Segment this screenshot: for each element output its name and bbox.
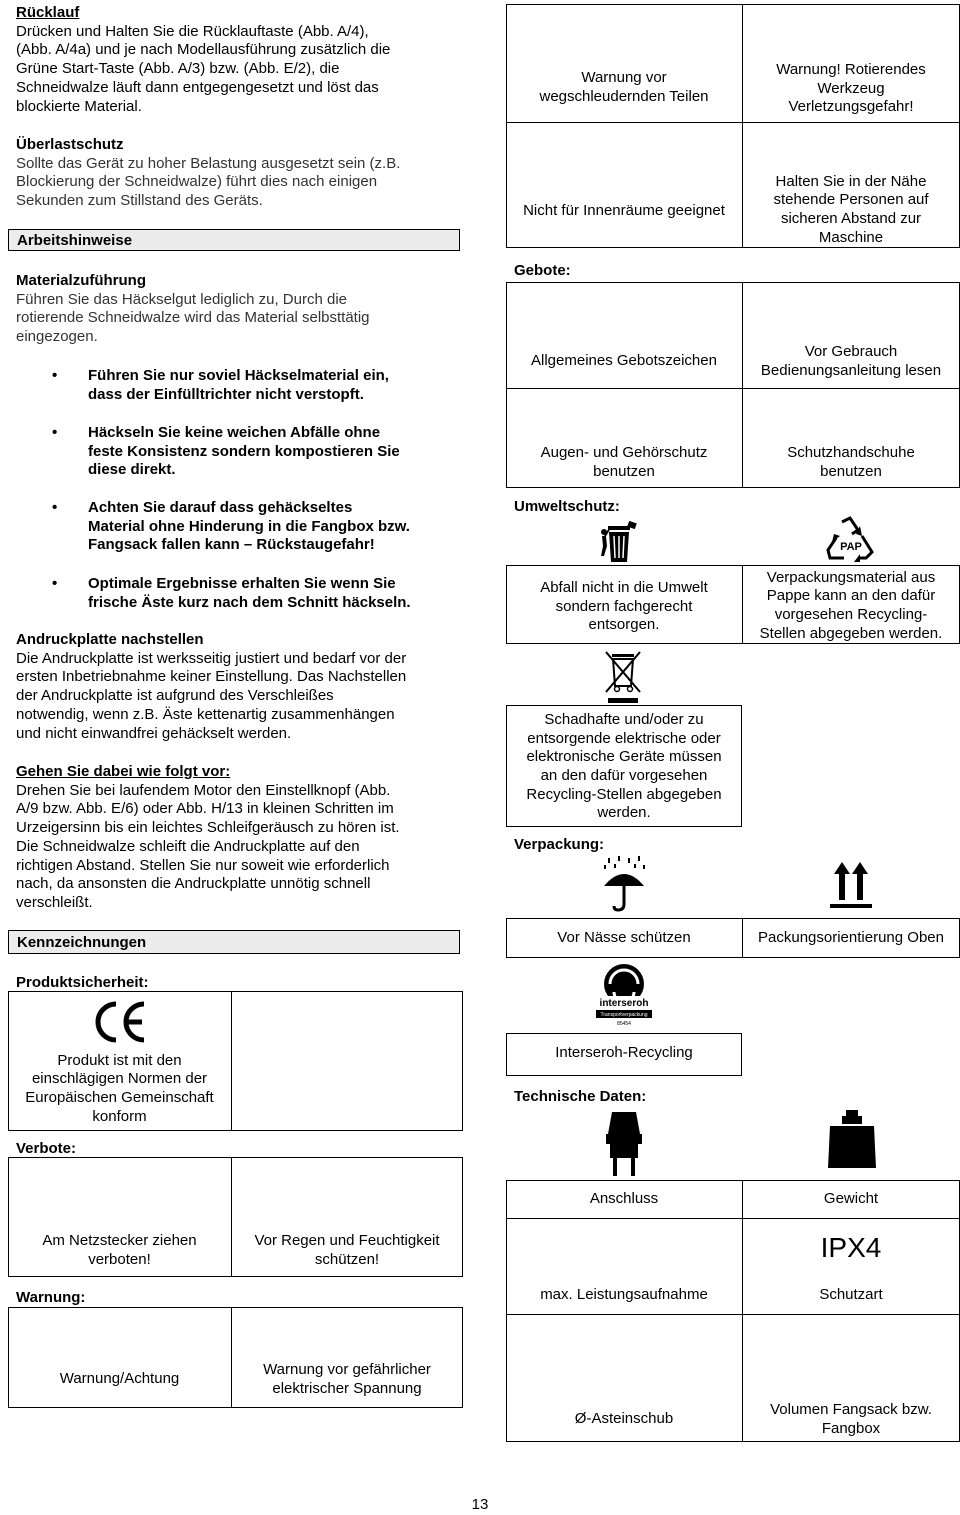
bullet-item [88, 424, 458, 480]
bullet-line: • Führen Sie nur soviel Häckselmaterial ein, [88, 367, 389, 384]
umwelt-abfall [506, 578, 742, 636]
label-gebote: Gebote: [514, 262, 571, 279]
text-line: Vor Nässe schützen [557, 928, 691, 946]
label-verbote: Verbote: [16, 1140, 77, 1157]
bullet-line: feste Konsistenz sondern kompostieren Sie [88, 442, 400, 460]
verpackung-naesse [506, 926, 742, 950]
text-line: Warnung/Achtung [59, 1369, 180, 1387]
text-line: A/9 bzw. Abb. E/6) oder Abb. H/13 in kleinen Schritten im [16, 800, 394, 818]
text-line: verschleißt. [16, 893, 93, 911]
text-line: Allgemeines Gebotszeichen [531, 351, 717, 369]
warnung-achtung [8, 1362, 231, 1396]
text-line: Produkt ist mit den [57, 1051, 182, 1069]
text-line: nach, da ansonsten die Andruckplatte unnötig schnell [16, 875, 371, 893]
tech-volumen [742, 1400, 960, 1440]
gebot-handschuhe [742, 442, 960, 484]
tech-anschluss [506, 1187, 742, 1211]
text-line: verboten! [88, 1251, 151, 1268]
tech-asteinschub [506, 1406, 742, 1432]
text-line: Schadhafte und/oder zu [544, 710, 704, 728]
text-line: blockierte Material. [16, 97, 142, 115]
text-line: benutzen [593, 463, 655, 480]
text-line: Warnung vor gefährlicher [263, 1361, 431, 1379]
text-line: benutzen [820, 463, 882, 480]
table-divider [506, 1218, 960, 1219]
bullet-item [88, 499, 458, 555]
text-line: Die Schneidwalze schleift die Andruckplatte auf den [16, 837, 360, 855]
gebot-allgemein [506, 348, 742, 374]
text-line: Drehen Sie bei laufendem Motor den Einstellknopf (Abb. [16, 781, 391, 799]
bullet-line: Material ohne Hinderung in die Fangbox bzw. [88, 517, 410, 535]
section-materialzufuehrung [16, 272, 466, 347]
text-line: Abfall nicht in die Umwelt [540, 578, 708, 596]
pap-label: PAP [840, 541, 862, 553]
text-line: Warnung vor [581, 69, 667, 87]
interseroh-logo [592, 962, 656, 1030]
text-line: Urzeigersinn bis ein leichtes Schleifgeräusch zu hören ist. [16, 819, 400, 837]
text-line: eingezogen. [16, 328, 98, 346]
text-line: (Abb. A/4a) und je nach Modellausführung zusätzlich die [16, 41, 391, 59]
ce-mark-icon [90, 998, 150, 1046]
section-andruck [16, 631, 466, 743]
heading-andruck: Andruckplatte nachstellen [16, 631, 204, 648]
section-vorgehen [16, 763, 466, 913]
text-line: rotierende Schneidwalze wird das Material selbsttätig [16, 309, 370, 327]
section-ueberlast [16, 136, 466, 211]
bullet-line: • Optimale Ergebnisse erhalten Sie wenn Sie [88, 575, 396, 592]
power-plug-icon [604, 1108, 644, 1180]
text-line: Pappe kann an den dafür [766, 587, 936, 605]
text-line: richtigen Abstand. Stellen Sie nur soweit wie erforderlich [16, 856, 390, 874]
label-produktsicherheit: Produktsicherheit: [16, 974, 149, 991]
text-line: ersten Inbetriebnahme keiner Einstellung. Das Nachstellen [16, 668, 407, 686]
warn-abstand [742, 170, 960, 250]
text-line: Sekunden zum Stillstand des Geräts. [16, 192, 263, 210]
table-divider [506, 1314, 960, 1315]
bullet-line: frische Äste kurz nach dem Schnitt häckseln. [88, 593, 411, 611]
text-line: entsorgen. [588, 616, 660, 634]
section-bar-arbeitshinweise: Arbeitshinweise [8, 229, 460, 251]
interseroh-logo-name: interseroh [599, 998, 649, 1009]
text-line: der Andruckplatte ist aufgrund des Verschleißes [16, 687, 334, 705]
text-line: Schneidwalze läuft dann entgegengesetzt und löst das [16, 78, 379, 96]
text-line: Sollte das Gerät zu hoher Belastung ausgesetzt sein (z.B. [16, 154, 401, 172]
text-line: an den dafür vorgesehen [540, 767, 708, 784]
text-line: Drücken und Halten Sie die Rücklauftaste (Abb. A/4), [16, 22, 369, 40]
gebot-augen [506, 442, 742, 484]
umbrella-rain-icon [600, 856, 648, 912]
text-line: Ø-Asteinschub [574, 1409, 674, 1427]
text-line: Augen- und Gehörschutz [540, 444, 708, 462]
text-line: Führen Sie das Häckselgut lediglich zu, Durch die [16, 290, 348, 308]
text-line: sicheren Abstand zur [780, 210, 922, 227]
this-side-up-icon [826, 858, 876, 912]
text-line: vorgesehen Recycling- [774, 606, 928, 623]
heading-materialzufuehrung: Materialzuführung [16, 272, 146, 289]
section-bar-kennzeichnungen: Kennzeichnungen [8, 930, 460, 954]
text-line: schützen! [314, 1251, 380, 1268]
text-line: Volumen Fangsack bzw. [770, 1401, 932, 1419]
warn-innenraum [506, 196, 742, 226]
bullet-item [88, 575, 458, 612]
text-line: max. Leistungsaufnahme [540, 1285, 708, 1303]
text-line: Recycling-Stellen abgegeben [526, 785, 722, 803]
table-divider [506, 122, 960, 123]
heading-ueberlast: Überlastschutz [16, 136, 124, 153]
warn-wegschleudern [506, 60, 742, 116]
text-line: Halten Sie in der Nähe [775, 172, 927, 190]
weee-description [506, 708, 742, 826]
label-technische-daten: Technische Daten: [514, 1088, 647, 1105]
bullet-line: dass der Einfülltrichter nicht verstopft. [88, 385, 364, 403]
text-line: Anschluss [589, 1189, 659, 1207]
ipx4-symbol [742, 1228, 960, 1268]
section-ruecklauf [16, 4, 466, 116]
verbot-netzstecker [8, 1230, 231, 1272]
label-verpackung: Verpackung: [514, 836, 605, 853]
page-number: 13 [471, 1496, 489, 1513]
table-divider [506, 388, 960, 389]
text-line: Fangbox [821, 1420, 881, 1437]
text-line: entsorgende elektrische oder [527, 729, 721, 747]
text-line: elektrischer Spannung [272, 1380, 422, 1397]
bullet-item [88, 367, 458, 404]
table-divider [231, 991, 232, 1131]
verpackung-oben [742, 926, 960, 950]
text-line: Die Andruckplatte ist werksseitig justiert und bedarf vor der [16, 649, 407, 667]
text-line: Schutzhandschuhe [787, 444, 915, 462]
warnung-spannung [231, 1360, 463, 1400]
text-line: werden. [597, 804, 651, 822]
text-line: Vor Gebrauch [804, 343, 898, 361]
pap-recycling-icon [822, 516, 878, 564]
text-line: elektronische Geräte müssen [526, 748, 722, 766]
text-line: stehende Personen auf [773, 191, 929, 209]
interseroh-label [506, 1040, 742, 1066]
tech-schutzart [742, 1283, 960, 1307]
text-line: Stellen abgegeben werden. [759, 624, 943, 642]
gebot-anleitung [742, 340, 960, 384]
bullet-line: Fangsack fallen kann – Rückstaugefahr! [88, 536, 375, 554]
text-line: Packungsorientierung Oben [758, 928, 944, 946]
text-line: Warnung! Rotierendes [776, 60, 926, 78]
interseroh-logo-sub: Transportverpackung [600, 1012, 648, 1018]
bullet-line: diese direkt. [88, 461, 176, 479]
text-line: Europäischen Gemeinschaft [25, 1089, 214, 1106]
text-line: Verletzungsgefahr! [788, 98, 914, 116]
label-warnung: Warnung: [16, 1289, 86, 1306]
text-line: Gewicht [823, 1189, 879, 1207]
text-line: Interseroh-Recycling [555, 1043, 693, 1061]
text-line: Grüne Start-Taste (Abb. A/3) bzw. (Abb. E/2), die [16, 60, 340, 78]
label-umweltschutz: Umweltschutz: [514, 498, 620, 515]
text-line: Maschine [818, 228, 884, 246]
verbot-regen [231, 1230, 463, 1272]
heading-vorgehen: Gehen Sie dabei wie folgt vor: [16, 763, 231, 780]
text-line: Vor Regen und Feuchtigkeit [254, 1232, 440, 1250]
text-line: einschlägigen Normen der [31, 1070, 208, 1088]
tech-leistung [506, 1283, 742, 1307]
tech-gewicht [742, 1187, 960, 1211]
text-line: konform [92, 1107, 147, 1125]
weee-crossed-bin-icon [600, 648, 646, 706]
text-line: notwendig, wenn z.B. Äste kettenartig zusammenhängen [16, 705, 395, 723]
text-line: Am Netzstecker ziehen [42, 1232, 197, 1250]
text-line: Verpackungsmaterial aus [766, 568, 936, 586]
text-line: Nicht für Innenräume geeignet [523, 201, 725, 219]
bullet-line: • Achten Sie darauf dass gehäckseltes [88, 499, 353, 516]
text-line: wegschleudernden Teilen [539, 88, 709, 105]
text-line: Schutzart [819, 1285, 883, 1303]
warn-rotierend [742, 58, 960, 120]
text-line: Blockierung der Schneidwalze) führt dies nach einigen [16, 173, 378, 191]
text-line: Werkzeug [817, 79, 885, 97]
text-line: sondern fachgerecht [555, 597, 693, 615]
weight-icon [824, 1108, 880, 1172]
bullet-line: • Häckseln Sie keine weichen Abfälle ohne [88, 424, 381, 441]
umwelt-pappe [742, 568, 960, 644]
heading-ruecklauf: Rücklauf [16, 4, 80, 21]
text-line: und nicht einwandfrei gehäckselt werden. [16, 724, 292, 742]
text-line: Bedienungsanleitung lesen [760, 362, 942, 379]
ipx4-text: IPX4 [820, 1232, 882, 1263]
interseroh-logo-number: 85454 [617, 1021, 631, 1027]
trash-can-icon [598, 520, 642, 568]
ce-description [8, 1050, 231, 1128]
